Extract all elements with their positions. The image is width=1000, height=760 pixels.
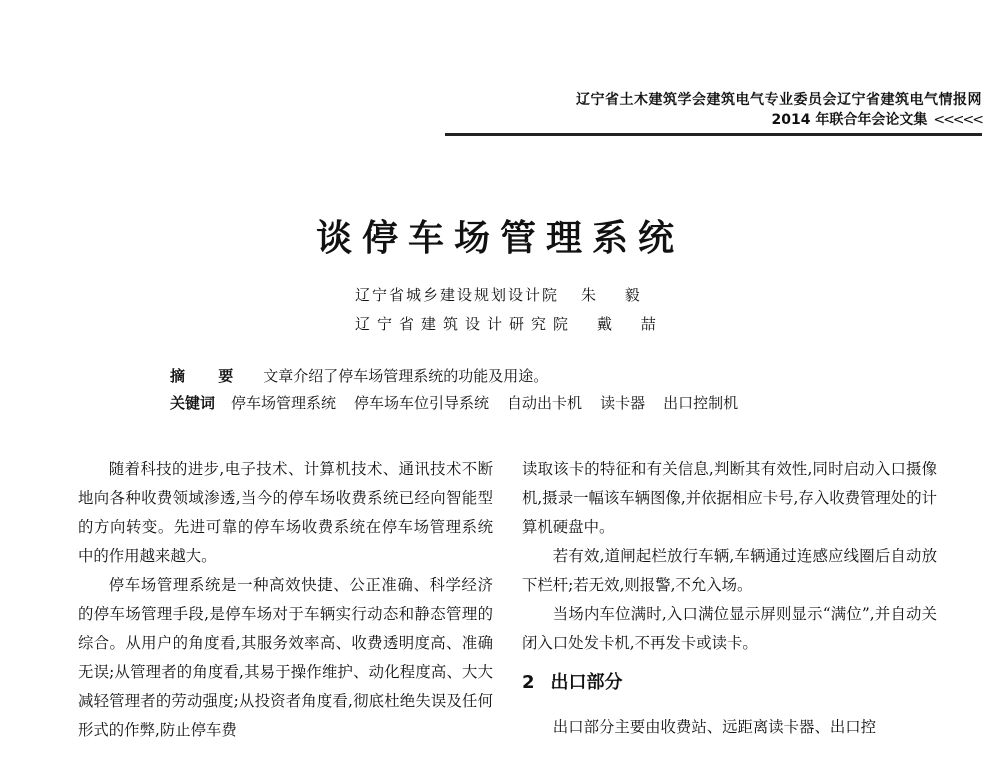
section-title: 出口部分 xyxy=(550,672,623,693)
header-rule xyxy=(445,133,982,136)
abstract-text: 文章介绍了停车场管理系统的功能及用途。 xyxy=(263,367,549,385)
left-column xyxy=(78,455,493,745)
abstract-label: 摘 要 xyxy=(170,367,248,385)
section-number: 2 xyxy=(522,672,535,693)
header-line-1: 辽宁省土木建筑学会建筑电气专业委员会辽宁省建筑电气情报网 xyxy=(576,92,982,108)
keywords-label: 关键词 xyxy=(170,394,216,412)
keywords xyxy=(170,392,738,413)
header-line-2 xyxy=(576,110,982,130)
paragraph: 随着科技的进步,电子技术、计算机技术、通讯技术不断地向各种收费领域渗透,当今的停车场收费系统已经向智能型的方向转变。先进可靠的停车场收费系统在停车场管理系统中的作用越来越大。 xyxy=(78,460,493,565)
running-header xyxy=(576,90,982,130)
keyword: 读卡器 xyxy=(600,394,646,412)
header-decor: <<<<< xyxy=(933,112,982,128)
abstract xyxy=(170,365,548,386)
header-proceedings-title: 2014 年联合年会论文集 xyxy=(771,112,928,128)
section-heading xyxy=(522,668,937,697)
keyword: 自动出卡机 xyxy=(507,394,583,412)
author-name: 戴 喆 xyxy=(597,315,668,333)
paragraph: 读取该卡的特征和有关信息,判断其有效性,同时启动入口摄像机,摄录一幅该车辆图像,并依据相应卡号,存入收费管理处的计算机硬盘中。 xyxy=(522,460,937,536)
keyword: 出口控制机 xyxy=(663,394,739,412)
author-name: 朱 毅 xyxy=(581,286,652,304)
paragraph: 当场内车位满时,入口满位显示屏则显示“满位”,并自动关闭入口处发卡机,不再发卡或读卡。 xyxy=(522,605,937,652)
keyword: 停车场管理系统 xyxy=(231,394,337,412)
right-column xyxy=(522,455,937,742)
keyword: 停车场车位引导系统 xyxy=(354,394,490,412)
author-affiliation: 辽宁省建筑设计研究院 xyxy=(355,315,576,333)
paragraph: 出口部分主要由收费站、远距离读卡器、出口控 xyxy=(552,718,877,736)
paragraph: 若有效,道闸起栏放行车辆,车辆通过连感应线圈后自动放下栏杆;若无效,则报警,不允入场。 xyxy=(522,547,937,594)
paper-title: 谈停车场管理系统 xyxy=(315,218,684,259)
paragraph: 停车场管理系统是一种高效快捷、公正准确、科学经济的停车场管理手段,是停车场对于车辆实行动态和静态管理的综合。从用户的角度看,其服务效率高、收费透明度高、准确无误;从管理者的角度看,其易于操作维护、动化程度高、大大减轻管理者的劳动强度;从投资者角度看,彻底杜绝失误及任何形式的作弊,防止停车费 xyxy=(78,576,493,739)
author-line-1 xyxy=(355,284,652,305)
author-line-2 xyxy=(355,313,668,334)
author-affiliation: 辽宁省城乡建设规划设计院 xyxy=(355,286,560,304)
